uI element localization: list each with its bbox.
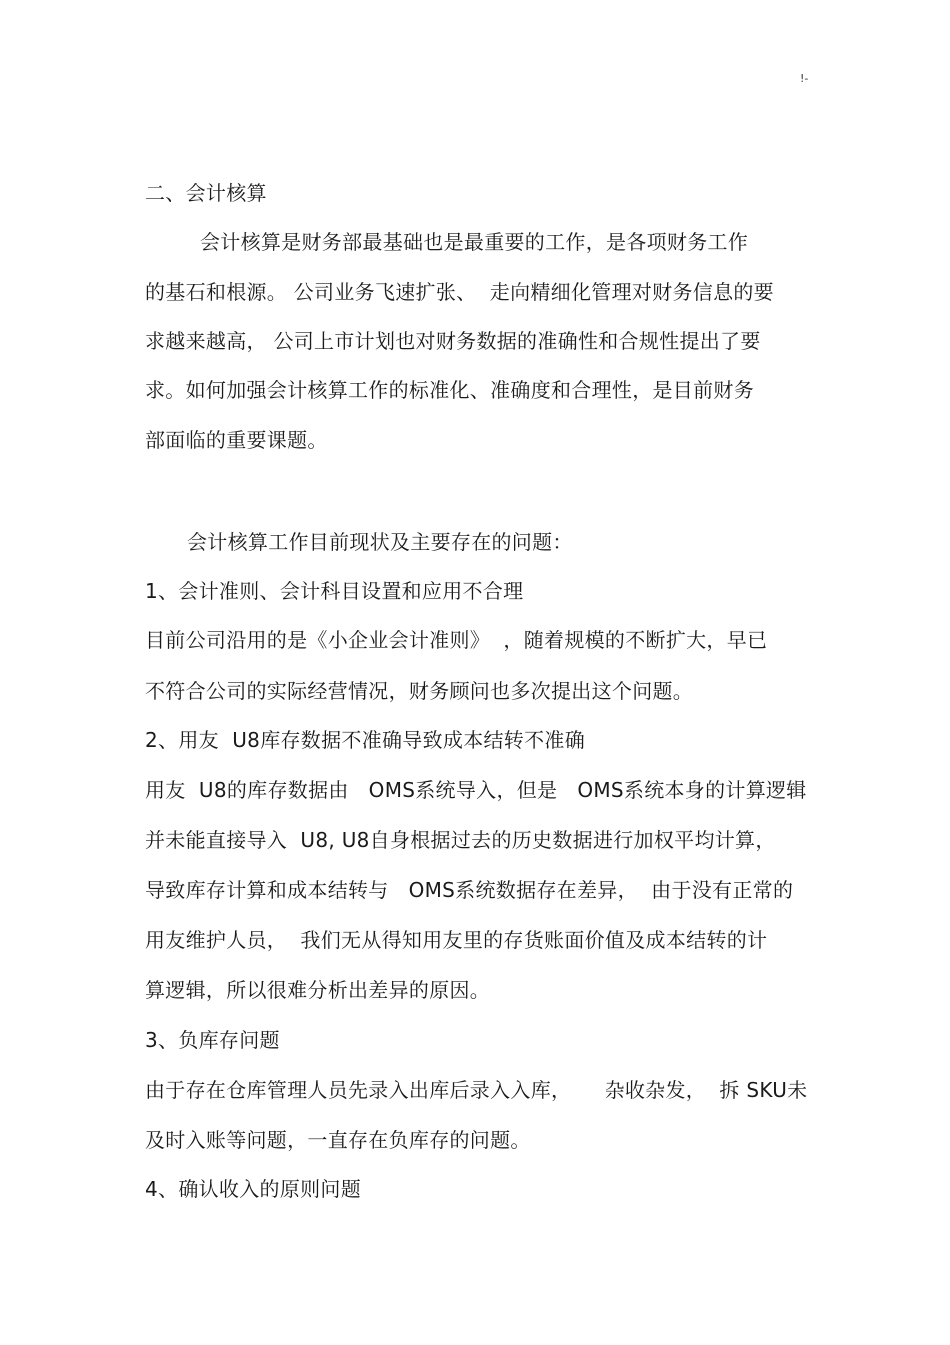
issue-line: 用友维护人员， 我们无从得知用友里的存货账面价值及成本结转的计 xyxy=(145,928,768,952)
issue-line: 及时入账等问题，一直存在负库存的问题。 xyxy=(145,1128,531,1152)
issue-line: 用友 U8的库存数据由 OMS系统导入，但是 OMS系统本身的计算逻辑 xyxy=(145,778,807,802)
issue-title: 3、负库存问题 xyxy=(145,1028,280,1052)
issue-line: 由于存在仓库管理人员先录入出库后录入入库， 杂收杂发， 拆 SKU未 xyxy=(145,1078,808,1102)
issues-heading: 会计核算工作目前现状及主要存在的问题： xyxy=(187,530,573,554)
issue-line: 算逻辑，所以很难分析出差异的原因。 xyxy=(145,978,491,1002)
issue-line: 不符合公司的实际经营情况，财务顾问也多次提出这个问题。 xyxy=(145,679,694,703)
issue-title: 2、用友 U8库存数据不准确导致成本结转不准确 xyxy=(145,728,586,752)
intro-line: 部面临的重要课题。 xyxy=(145,428,328,452)
intro-line: 的基石和根源。 公司业务飞速扩张、 走向精细化管理对财务信息的要 xyxy=(145,280,774,304)
issue-line: 并未能直接导入 U8, U8自身根据过去的历史数据进行加权平均计算， xyxy=(145,828,776,852)
page-mark: !- xyxy=(800,72,809,85)
intro-line: 求。如何加强会计核算工作的标准化、准确度和合理性，是目前财务 xyxy=(145,378,754,402)
section-title: 二、会计核算 xyxy=(145,181,267,205)
issue-title: 4、确认收入的原则问题 xyxy=(145,1177,362,1201)
issue-line: 目前公司沿用的是《小企业会计准则》 ，随着规模的不断扩大，早已 xyxy=(145,628,768,652)
issue-line: 导致库存计算和成本结转与 OMS系统数据存在差异， 由于没有正常的 xyxy=(145,878,794,902)
intro-line: 会计核算是财务部最基础也是最重要的工作，是各项财务工作 xyxy=(200,230,749,254)
issue-title: 1、会计准则、会计科目设置和应用不合理 xyxy=(145,579,524,603)
intro-line: 求越来越高， 公司上市计划也对财务数据的准确性和合规性提出了要 xyxy=(145,329,761,353)
